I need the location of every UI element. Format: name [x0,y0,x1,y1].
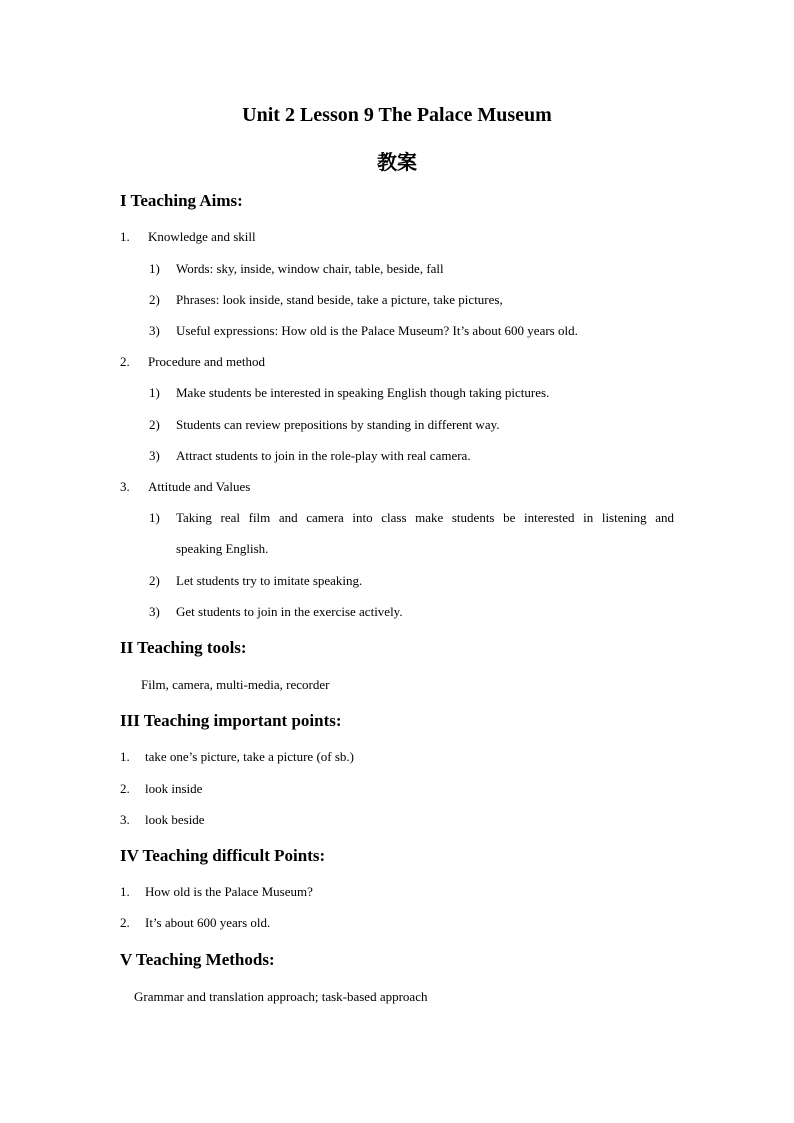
sub-list-item: Phrases: look inside, stand beside, take a picture, take pictures, [176,292,503,307]
sub-list-item-continuation: speaking English. [176,541,269,556]
list-number: 2. [120,781,130,796]
list-item: Attitude and Values [148,479,251,494]
sub-list-number: 3) [149,323,160,338]
sub-list-item: Useful expressions: How old is the Palace Museum? It’s about 600 years old. [176,323,578,338]
sub-list-number: 1) [149,510,160,525]
sub-list-item: Attract students to join in the role-play with real camera. [176,448,471,463]
list-number: 2. [120,915,130,930]
section-heading-important: III Teaching important points: [120,711,342,730]
list-item: take one’s picture, take a picture (of sb.) [145,749,354,764]
list-number: 1. [120,884,130,899]
sub-list-item: Get students to join in the exercise actively. [176,604,403,619]
list-item: look inside [145,781,203,796]
sub-list-item: Taking real film and camera into class make students be interested in listening and [176,510,674,525]
sub-list-number: 3) [149,448,160,463]
list-item: It’s about 600 years old. [145,915,271,930]
list-number: 3. [120,812,130,827]
sub-list-number: 1) [149,385,160,400]
list-number: 2. [120,354,130,369]
sub-list-number: 3) [149,604,160,619]
list-number: 3. [120,479,130,494]
sub-list-number: 2) [149,417,160,432]
sub-list-item: Make students be interested in speaking English though taking pictures. [176,385,550,400]
list-item: look beside [145,812,205,827]
methods-text: Grammar and translation approach; task-based approach [134,989,428,1004]
sub-list-item: Let students try to imitate speaking. [176,573,363,588]
section-heading-difficult: IV Teaching difficult Points: [120,846,326,865]
list-number: 1. [120,749,130,764]
sub-list-item: Students can review prepositions by standing in different way. [176,417,500,432]
sub-list-number: 1) [149,261,160,276]
section-heading-tools: II Teaching tools: [120,638,247,657]
sub-list-number: 2) [149,292,160,307]
section-heading-aims: I Teaching Aims: [120,191,243,210]
sub-list-item: Words: sky, inside, window chair, table, beside, fall [176,261,444,276]
section-heading-methods: V Teaching Methods: [120,950,275,969]
document-subtitle: 教案 [377,150,417,174]
list-number: 1. [120,229,130,244]
list-item: How old is the Palace Museum? [145,884,313,899]
sub-list-number: 2) [149,573,160,588]
tools-text: Film, camera, multi-media, recorder [141,677,330,692]
list-item: Procedure and method [148,354,265,369]
list-item: Knowledge and skill [148,229,256,244]
document-title: Unit 2 Lesson 9 The Palace Museum [242,104,552,126]
